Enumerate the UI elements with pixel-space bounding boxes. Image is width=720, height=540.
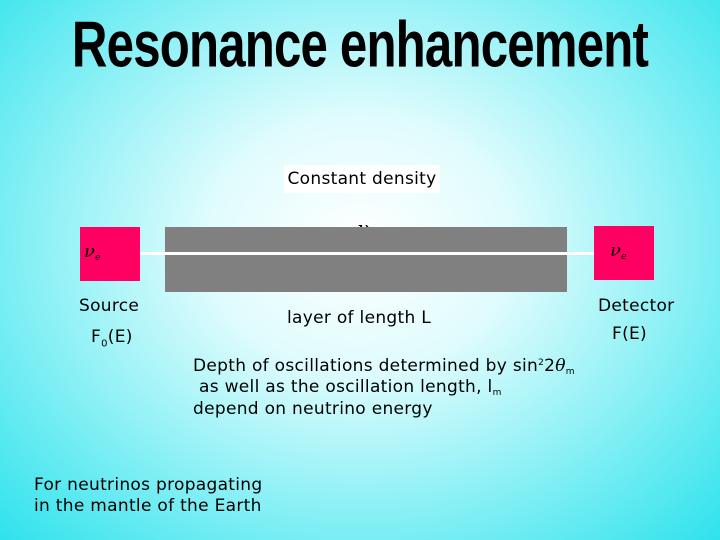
length-subscript: m [492,388,502,398]
source-nu-char: ν [84,241,95,262]
depth-note-factor: 2 [544,356,556,376]
source-flux-prefix: F [91,327,102,347]
matter-layer-upper [165,227,567,252]
theta-subscript: m [565,367,575,377]
depth-note-text: Depth of oscillations determined by sin [193,356,539,376]
theta-symbol: θ [555,356,566,376]
mantle-note-line-2: in the mantle of the Earth [34,496,262,516]
source-nu-symbol [84,241,101,263]
depth-note-sup: 2 [538,358,545,368]
neutrino-beam-line [105,252,598,255]
source-box [80,227,140,281]
detector-nu-subscript: e [620,252,627,262]
detector-label: Detector [598,296,675,316]
length-note-text: as well as the oscillation length, l [199,377,493,397]
detector-nu-symbol [610,240,627,262]
constant-density-label: Constant density [284,165,440,193]
matter-layer-lower [165,255,567,292]
detector-nu-char: ν [610,240,621,261]
detector-flux-label: F(E) [612,324,647,344]
length-note-line [199,377,502,398]
detector-box [594,226,654,280]
energy-note-line: depend on neutrino energy [193,399,433,419]
source-nu-subscript: e [94,253,101,263]
source-flux-label [91,327,133,349]
slide-title: Resonance enhancement [71,8,649,81]
source-flux-subscript: 0 [101,338,108,350]
source-flux-suffix: (E) [107,327,133,347]
source-label: Source [79,296,140,316]
layer-length-label: layer of length L [287,308,432,328]
mantle-note-line-1: For neutrinos propagating [34,475,263,495]
depth-note-line [193,356,575,377]
